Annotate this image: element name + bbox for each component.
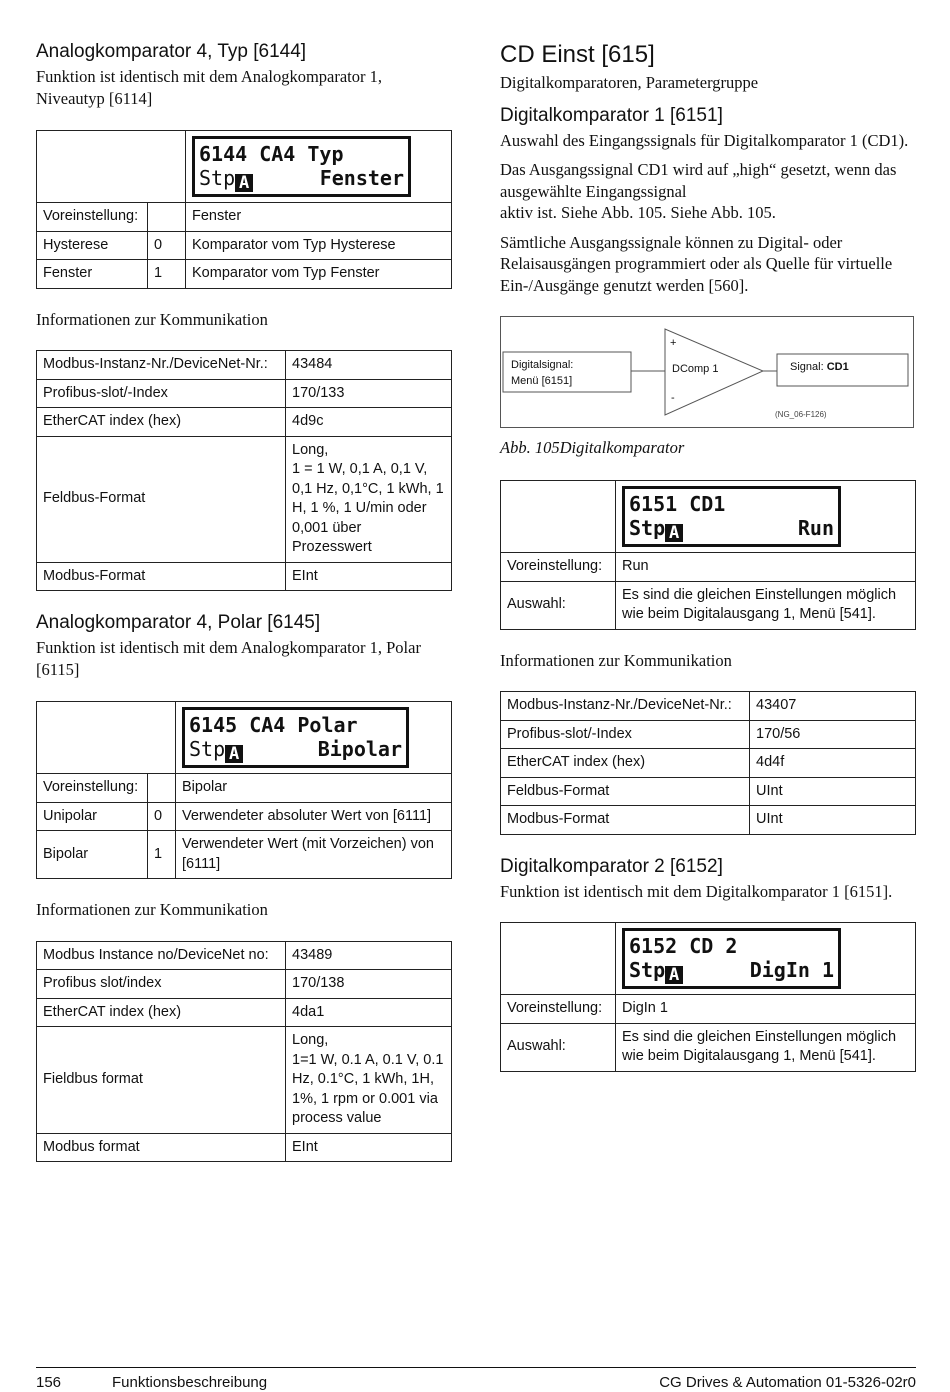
output-label — [790, 361, 849, 373]
table-row — [501, 749, 916, 778]
table-row — [37, 998, 452, 1027]
table-row — [37, 408, 452, 437]
lcd-line1: 6144 CA4 Typ — [199, 142, 344, 166]
comm-key: EtherCAT index (hex) — [501, 749, 750, 778]
output-prefix: Signal: — [790, 361, 824, 373]
comm-value: 43407 — [750, 692, 916, 721]
row-value: Verwendeter absoluter Wert von [6111] — [176, 802, 452, 831]
comm-key: Profibus slot/index — [37, 970, 286, 999]
table-row — [501, 581, 916, 629]
table-row — [37, 379, 452, 408]
lcd-display-6144 — [192, 136, 411, 197]
row-label: Voreinstellung: — [501, 995, 616, 1024]
left-column — [36, 40, 452, 1162]
section-p2-6151: Das Ausgangssignal CD1 wird auf „high“ gesetzt, wenn das ausgewählte Eingangssignal aktiv ist. Siehe Abb. 105. Siehe Abb. 105. — [500, 160, 897, 222]
row-value: DigIn 1 — [616, 995, 916, 1024]
table-row — [37, 831, 452, 879]
row-label: Fenster — [37, 260, 148, 289]
lcd-stp: Stp — [199, 166, 236, 190]
table-row — [37, 970, 452, 999]
group-title: CD Einst [615] — [500, 41, 655, 68]
comm-value: 4d9c — [286, 408, 452, 437]
table-row — [37, 941, 452, 970]
row-value: Verwendeter Wert (mit Vorzeichen) von [6111] — [176, 831, 452, 879]
info-heading: Informationen zur Kommunikation — [36, 309, 268, 329]
lcd-value: DigIn 1 — [749, 958, 834, 982]
row-value: Fenster — [186, 203, 452, 232]
plus-sign: + — [670, 337, 677, 349]
comm-value: 170/56 — [750, 720, 916, 749]
row-label: Bipolar — [37, 831, 148, 879]
comm-value: EInt — [286, 562, 452, 591]
comm-key: Modbus-Instanz-Nr./DeviceNet-Nr.: — [501, 692, 750, 721]
comm-table-6145 — [36, 941, 452, 1163]
table-row — [37, 203, 452, 232]
section-desc-6145: Funktion ist identisch mit dem Analogkomparator 1, Polar [6115] — [36, 638, 421, 679]
figure-ref: (NG_06-F126) — [775, 410, 827, 419]
row-value: Komparator vom Typ Fenster — [186, 260, 452, 289]
table-row — [37, 1027, 452, 1134]
row-value: Es sind die gleichen Einstellungen möglich wie beim Digitalausgang 1, Menü [541]. — [616, 581, 916, 629]
row-index — [148, 774, 176, 803]
row-label: Voreinstellung: — [37, 774, 148, 803]
comm-value: UInt — [750, 806, 916, 835]
comparator-diagram — [500, 316, 914, 428]
lcd-value: Bipolar — [317, 737, 402, 761]
lcd-line1: 6152 CD 2 — [629, 934, 738, 958]
comm-table-6151 — [500, 691, 916, 835]
comm-key: Modbus format — [37, 1133, 286, 1162]
row-value: Komparator vom Typ Hysterese — [186, 231, 452, 260]
comm-value: 170/138 — [286, 970, 452, 999]
param-table-6145 — [36, 701, 452, 879]
lcd-a-badge: A — [225, 745, 243, 763]
comm-key: Profibus-slot/-Index — [37, 379, 286, 408]
lcd-a-badge: A — [665, 966, 683, 984]
table-row — [501, 553, 916, 582]
comm-key: EtherCAT index (hex) — [37, 998, 286, 1027]
comm-value: 170/133 — [286, 379, 452, 408]
comm-key: Modbus-Format — [37, 562, 286, 591]
param-table-6144 — [36, 130, 452, 289]
row-index: 1 — [148, 831, 176, 879]
figure-caption: Abb. 105Digitalkomparator — [500, 438, 685, 457]
row-index: 1 — [148, 260, 186, 289]
comm-table-6144 — [36, 350, 452, 591]
lcd-stp: Stp — [629, 516, 666, 540]
table-row — [501, 777, 916, 806]
row-value: Bipolar — [176, 774, 452, 803]
row-index — [148, 203, 186, 232]
table-row — [37, 351, 452, 380]
table-row — [501, 720, 916, 749]
section-p1-6151: Auswahl des Eingangssignals für Digitalkomparator 1 (CD1). — [500, 130, 909, 150]
section-desc-6144: Funktion ist identisch mit dem Analogkomparator 1, Niveautyp [6114] — [36, 67, 383, 108]
comm-value: 43489 — [286, 941, 452, 970]
table-row — [37, 260, 452, 289]
lcd-line1: 6145 CA4 Polar — [189, 713, 358, 737]
table-row — [501, 1023, 916, 1071]
row-value: Run — [616, 553, 916, 582]
comm-key: Fieldbus format — [37, 1027, 286, 1134]
comm-value: EInt — [286, 1133, 452, 1162]
row-label: Voreinstellung: — [37, 203, 148, 232]
lcd-a-badge: A — [665, 524, 683, 542]
table-row — [501, 995, 916, 1024]
lcd-stp: Stp — [189, 737, 226, 761]
page-number: 156 — [36, 1374, 62, 1391]
comm-key: Modbus-Format — [501, 806, 750, 835]
lcd-line1: 6151 CD1 — [629, 492, 726, 516]
input-label-line1: Digitalsignal: — [511, 359, 574, 371]
footer-section: Funktionsbeschreibung — [112, 1374, 268, 1391]
block-label: DComp 1 — [672, 363, 719, 375]
row-index: 0 — [148, 231, 186, 260]
footer-rule — [36, 1367, 916, 1368]
lcd-display-6151 — [622, 486, 841, 547]
lcd-stp: Stp — [629, 958, 666, 982]
lcd-value: Run — [797, 516, 834, 540]
row-label: Auswahl: — [501, 581, 616, 629]
info-heading: Informationen zur Kommunikation — [500, 650, 732, 670]
row-label: Unipolar — [37, 802, 148, 831]
comm-value: 43484 — [286, 351, 452, 380]
table-row — [501, 806, 916, 835]
section-title-6152: Digitalkomparator 2 [6152] — [500, 855, 723, 877]
comm-value: UInt — [750, 777, 916, 806]
comm-value: Long, 1=1 W, 0.1 A, 0.1 V, 0.1 Hz, 0.1°C, 1 kWh, 1H, 1%, 1 rpm or 0.001 via process value — [286, 1027, 452, 1134]
param-table-6151 — [500, 480, 916, 630]
comm-value: 4d4f — [750, 749, 916, 778]
section-title-6144: Analogkomparator 4, Typ [6144] — [36, 41, 307, 62]
row-index: 0 — [148, 802, 176, 831]
input-label-line2: Menü [6151] — [511, 375, 573, 387]
lcd-a-badge: A — [235, 174, 253, 192]
row-label: Auswahl: — [501, 1023, 616, 1071]
comm-key: Feldbus-Format — [501, 777, 750, 806]
right-column — [500, 40, 916, 1072]
lcd-display-6145 — [182, 707, 409, 768]
info-heading: Informationen zur Kommunikation — [36, 900, 268, 919]
comm-key: Feldbus-Format — [37, 436, 286, 562]
input-label — [511, 357, 573, 389]
table-row — [37, 231, 452, 260]
row-value: Es sind die gleichen Einstellungen möglich wie beim Digitalausgang 1, Menü [541]. — [616, 1023, 916, 1071]
table-row — [501, 692, 916, 721]
table-row — [37, 802, 452, 831]
output-value: CD1 — [826, 361, 849, 373]
footer-publisher: CG Drives & Automation 01-5326-02r0 — [659, 1374, 916, 1391]
comm-key: Modbus Instance no/DeviceNet no: — [37, 941, 286, 970]
param-table-6152 — [500, 922, 916, 1072]
table-row — [37, 436, 452, 562]
row-label: Voreinstellung: — [501, 553, 616, 582]
section-title-6145: Analogkomparator 4, Polar [6145] — [36, 612, 321, 633]
table-row — [37, 562, 452, 591]
comm-value: Long, 1 = 1 W, 0,1 A, 0,1 V, 0,1 Hz, 0,1°C, 1 kWh, 1 H, 1 %, 1 U/min oder 0,001 über Prozesswert — [286, 436, 452, 562]
lcd-display-6152 — [622, 928, 841, 989]
comm-key: Profibus-slot/-Index — [501, 720, 750, 749]
row-label: Hysterese — [37, 231, 148, 260]
section-title-6151: Digitalkomparator 1 [6151] — [500, 104, 723, 126]
table-row — [37, 1133, 452, 1162]
minus-sign: - — [671, 392, 675, 404]
section-desc-6152: Funktion ist identisch mit dem Digitalkomparator 1 [6151]. — [500, 881, 893, 901]
lcd-value: Fenster — [319, 166, 404, 190]
group-desc: Digitalkomparatoren, Parametergruppe — [500, 73, 759, 92]
section-p3-6151: Sämtliche Ausgangssignale können zu Digital- oder Relaisausgängen programmiert oder als Quelle für virtuelle Ein-/Ausgänge genutzt werden [560]. — [500, 232, 893, 295]
comm-key: EtherCAT index (hex) — [37, 408, 286, 437]
comm-key: Modbus-Instanz-Nr./DeviceNet-Nr.: — [37, 351, 286, 380]
table-row — [37, 774, 452, 803]
comm-value: 4da1 — [286, 998, 452, 1027]
